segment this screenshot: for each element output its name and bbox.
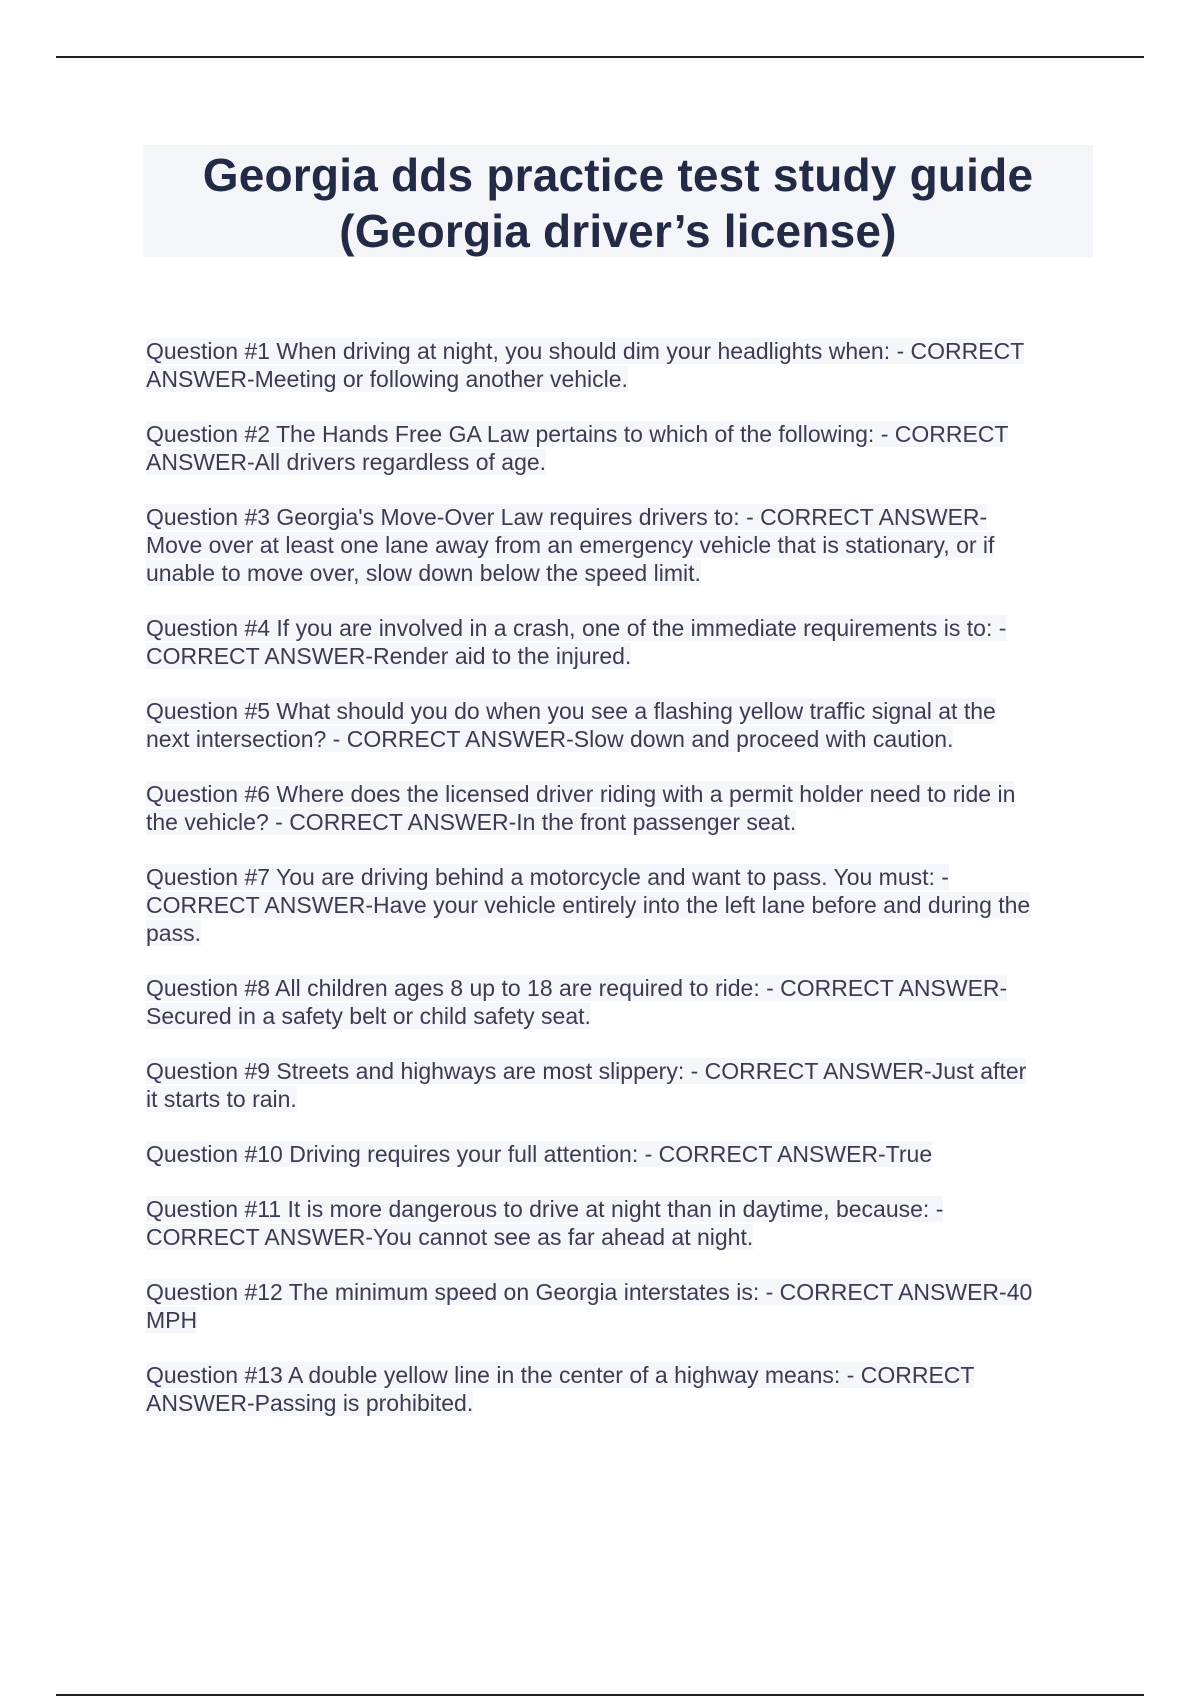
question-text: CORRECT ANSWER-Have your vehicle entirely into the left lane before and during the bbox=[146, 892, 1031, 918]
question-line bbox=[146, 365, 1086, 393]
question-line bbox=[146, 1223, 1086, 1251]
question-text: MPH bbox=[146, 1307, 198, 1333]
question-line bbox=[146, 780, 1086, 808]
question-text: CORRECT ANSWER-Render aid to the injured. bbox=[146, 643, 632, 669]
question-item bbox=[146, 1361, 1086, 1417]
question-text: Question #7 You are driving behind a motorcycle and want to pass. You must: - bbox=[146, 864, 949, 890]
question-text: unable to move over, slow down below the speed limit. bbox=[146, 560, 701, 586]
question-line bbox=[146, 1002, 1086, 1030]
question-text: ANSWER-All drivers regardless of age. bbox=[146, 449, 547, 475]
question-text: pass. bbox=[146, 920, 201, 946]
question-item bbox=[146, 697, 1086, 753]
bottom-rule bbox=[56, 1694, 1144, 1696]
question-text: Question #4 If you are involved in a crash, one of the immediate requirements is to: - bbox=[146, 615, 1007, 641]
question-line bbox=[146, 1057, 1086, 1085]
question-text: Question #5 What should you do when you see a flashing yellow traffic signal at the bbox=[146, 698, 996, 724]
question-line bbox=[146, 1140, 1086, 1168]
question-line bbox=[146, 559, 1086, 587]
question-item bbox=[146, 974, 1086, 1030]
question-item bbox=[146, 337, 1086, 393]
question-line bbox=[146, 808, 1086, 836]
question-text: it starts to rain. bbox=[146, 1086, 297, 1112]
question-line bbox=[146, 697, 1086, 725]
question-item bbox=[146, 780, 1086, 836]
question-item bbox=[146, 1140, 1086, 1168]
question-text: Question #13 A double yellow line in the center of a highway means: - CORRECT bbox=[146, 1362, 975, 1388]
question-line bbox=[146, 420, 1086, 448]
question-text: Question #12 The minimum speed on Georgia interstates is: - CORRECT ANSWER-40 bbox=[146, 1279, 1033, 1305]
question-text: the vehicle? - CORRECT ANSWER-In the front passenger seat. bbox=[146, 809, 797, 835]
top-rule bbox=[56, 56, 1144, 58]
question-text: Question #6 Where does the licensed driver riding with a permit holder need to ride in bbox=[146, 781, 1016, 807]
question-line bbox=[146, 1361, 1086, 1389]
question-line bbox=[146, 642, 1086, 670]
question-text: Question #3 Georgia's Move-Over Law requires drivers to: - CORRECT ANSWER- bbox=[146, 504, 988, 530]
question-line bbox=[146, 891, 1086, 919]
question-text: Question #8 All children ages 8 up to 18 are required to ride: - CORRECT ANSWER- bbox=[146, 975, 1008, 1001]
question-item bbox=[146, 1278, 1086, 1334]
question-line bbox=[146, 725, 1086, 753]
question-text: Question #9 Streets and highways are most slippery: - CORRECT ANSWER-Just after bbox=[146, 1058, 1027, 1084]
question-text: Question #10 Driving requires your full attention: - CORRECT ANSWER-True bbox=[146, 1141, 933, 1167]
question-item bbox=[146, 420, 1086, 476]
question-item bbox=[146, 1057, 1086, 1113]
question-line bbox=[146, 614, 1086, 642]
question-text: Secured in a safety belt or child safety seat. bbox=[146, 1003, 591, 1029]
page-title-line-2: (Georgia driver’s license) bbox=[339, 205, 897, 257]
question-text: Question #1 When driving at night, you should dim your headlights when: - CORRECT bbox=[146, 338, 1025, 364]
question-item bbox=[146, 614, 1086, 670]
question-list bbox=[146, 337, 1086, 1444]
question-text: Move over at least one lane away from an emergency vehicle that is stationary, or if bbox=[146, 532, 995, 558]
question-line bbox=[146, 337, 1086, 365]
question-item bbox=[146, 1195, 1086, 1251]
question-text: CORRECT ANSWER-You cannot see as far ahead at night. bbox=[146, 1224, 754, 1250]
title-block bbox=[143, 145, 1093, 257]
question-line bbox=[146, 919, 1086, 947]
page-title-line-1: Georgia dds practice test study guide bbox=[202, 149, 1034, 201]
question-line bbox=[146, 1306, 1086, 1334]
question-text: next intersection? - CORRECT ANSWER-Slow down and proceed with caution. bbox=[146, 726, 954, 752]
question-line bbox=[146, 1085, 1086, 1113]
question-line bbox=[146, 974, 1086, 1002]
question-line bbox=[146, 1278, 1086, 1306]
question-line bbox=[146, 1389, 1086, 1417]
question-text: ANSWER-Passing is prohibited. bbox=[146, 1390, 474, 1416]
question-line bbox=[146, 531, 1086, 559]
question-item bbox=[146, 503, 1086, 587]
question-line bbox=[146, 863, 1086, 891]
question-text: Question #2 The Hands Free GA Law pertains to which of the following: - CORRECT bbox=[146, 421, 1009, 447]
question-line bbox=[146, 448, 1086, 476]
question-line bbox=[146, 503, 1086, 531]
question-line bbox=[146, 1195, 1086, 1223]
question-text: Question #11 It is more dangerous to drive at night than in daytime, because: - bbox=[146, 1196, 944, 1222]
question-item bbox=[146, 863, 1086, 947]
question-text: ANSWER-Meeting or following another vehicle. bbox=[146, 366, 628, 392]
